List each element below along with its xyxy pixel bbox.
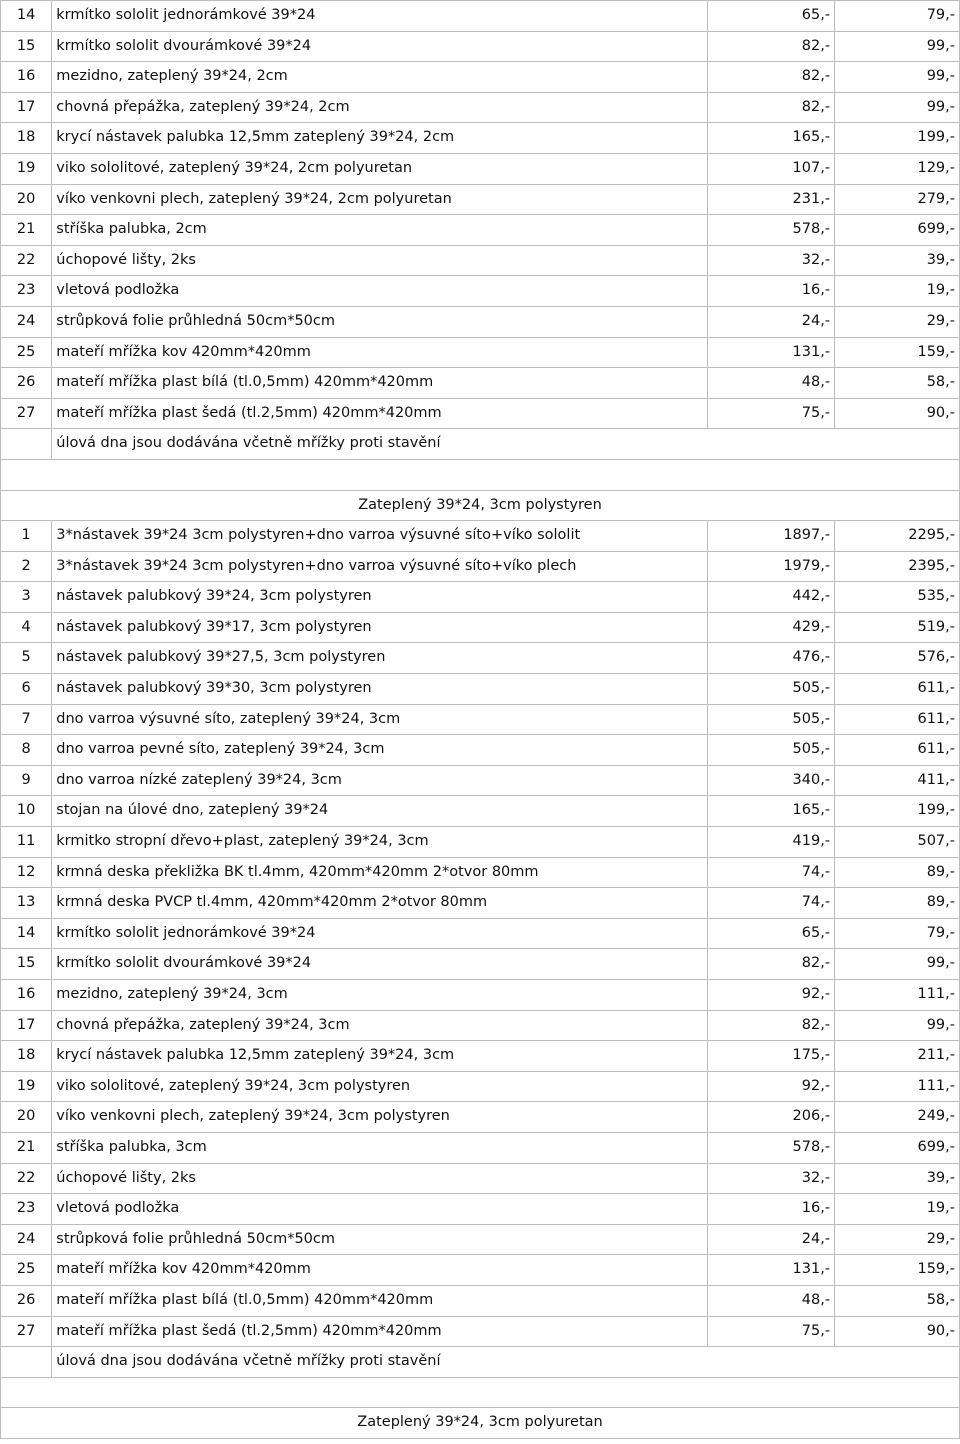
table-row (1, 857, 960, 888)
table-row (1, 1010, 960, 1041)
price-with-vat: 535,- (835, 582, 960, 613)
item-description: víko venkovni plech, zateplený 39*24, 2cm polyuretan (52, 184, 708, 215)
item-description: stříška palubka, 3cm (52, 1132, 708, 1163)
item-number: 15 (1, 31, 52, 62)
table-row (1, 1132, 960, 1163)
price-with-vat: 411,- (835, 765, 960, 796)
item-description: mezidno, zateplený 39*24, 2cm (52, 62, 708, 93)
note-row (1, 1347, 960, 1378)
item-description: krmná deska překližka BK tl.4mm, 420mm*420mm 2*otvor 80mm (52, 857, 708, 888)
item-description: mateří mřížka plast šedá (tl.2,5mm) 420mm*420mm (52, 1316, 708, 1347)
table-row (1, 1041, 960, 1072)
price-without-vat: 82,- (707, 92, 834, 123)
table-row (1, 1285, 960, 1316)
item-number: 10 (1, 796, 52, 827)
price-with-vat: 39,- (835, 1163, 960, 1194)
item-number: 22 (1, 1163, 52, 1194)
item-number: 24 (1, 306, 52, 337)
price-without-vat: 24,- (707, 1224, 834, 1255)
price-without-vat: 82,- (707, 949, 834, 980)
item-number: 25 (1, 337, 52, 368)
price-with-vat: 99,- (835, 949, 960, 980)
table-row (1, 551, 960, 582)
price-without-vat: 578,- (707, 215, 834, 246)
item-number: 23 (1, 276, 52, 307)
price-with-vat: 211,- (835, 1041, 960, 1072)
note-spacer (1, 429, 52, 460)
item-description: krmítko sololit jednorámkové 39*24 (52, 918, 708, 949)
price-list-body (1, 1, 960, 1439)
item-number: 11 (1, 827, 52, 858)
item-number: 6 (1, 674, 52, 705)
item-number: 26 (1, 368, 52, 399)
item-number: 24 (1, 1224, 52, 1255)
price-without-vat: 1897,- (707, 521, 834, 552)
price-with-vat: 2395,- (835, 551, 960, 582)
item-number: 1 (1, 521, 52, 552)
table-row (1, 31, 960, 62)
item-number: 15 (1, 949, 52, 980)
price-without-vat: 92,- (707, 980, 834, 1011)
item-number: 8 (1, 735, 52, 766)
price-with-vat: 576,- (835, 643, 960, 674)
item-number: 22 (1, 245, 52, 276)
item-number: 27 (1, 398, 52, 429)
price-with-vat: 29,- (835, 1224, 960, 1255)
item-number: 20 (1, 184, 52, 215)
price-without-vat: 74,- (707, 857, 834, 888)
section-note: úlová dna jsou dodávána včetně mřížky proti stavění (52, 429, 960, 460)
price-with-vat: 89,- (835, 888, 960, 919)
price-with-vat: 90,- (835, 398, 960, 429)
item-description: mezidno, zateplený 39*24, 3cm (52, 980, 708, 1011)
item-number: 14 (1, 1, 52, 32)
table-row (1, 796, 960, 827)
item-description: úchopové lišty, 2ks (52, 245, 708, 276)
price-with-vat: 699,- (835, 1132, 960, 1163)
item-description: dno varroa nízké zateplený 39*24, 3cm (52, 765, 708, 796)
item-description: strůpková folie průhledná 50cm*50cm (52, 1224, 708, 1255)
item-description: chovná přepážka, zateplený 39*24, 3cm (52, 1010, 708, 1041)
price-with-vat: 111,- (835, 980, 960, 1011)
item-description: krmítko sololit jednorámkové 39*24 (52, 1, 708, 32)
price-with-vat: 519,- (835, 612, 960, 643)
item-description: krmitko stropní dřevo+plast, zateplený 39*24, 3cm (52, 827, 708, 858)
price-with-vat: 90,- (835, 1316, 960, 1347)
price-with-vat: 2295,- (835, 521, 960, 552)
price-without-vat: 429,- (707, 612, 834, 643)
section-title-row (1, 1408, 960, 1439)
price-with-vat: 159,- (835, 337, 960, 368)
item-description: stříška palubka, 2cm (52, 215, 708, 246)
price-without-vat: 48,- (707, 1285, 834, 1316)
price-without-vat: 107,- (707, 153, 834, 184)
item-number: 3 (1, 582, 52, 613)
item-number: 18 (1, 1041, 52, 1072)
table-row (1, 1316, 960, 1347)
price-with-vat: 99,- (835, 62, 960, 93)
item-number: 16 (1, 62, 52, 93)
item-description: viko sololitové, zateplený 39*24, 3cm polystyren (52, 1071, 708, 1102)
price-with-vat: 19,- (835, 276, 960, 307)
item-number: 25 (1, 1255, 52, 1286)
item-number: 20 (1, 1102, 52, 1133)
price-without-vat: 92,- (707, 1071, 834, 1102)
item-description: mateří mřížka kov 420mm*420mm (52, 1255, 708, 1286)
item-number: 23 (1, 1194, 52, 1225)
price-without-vat: 131,- (707, 1255, 834, 1286)
price-without-vat: 16,- (707, 1194, 834, 1225)
item-number: 26 (1, 1285, 52, 1316)
empty-row (1, 1377, 960, 1408)
table-row (1, 888, 960, 919)
item-number: 21 (1, 215, 52, 246)
table-row (1, 582, 960, 613)
table-row (1, 918, 960, 949)
price-without-vat: 505,- (707, 704, 834, 735)
price-with-vat: 199,- (835, 796, 960, 827)
item-number: 21 (1, 1132, 52, 1163)
table-row (1, 368, 960, 399)
price-with-vat: 611,- (835, 704, 960, 735)
price-with-vat: 39,- (835, 245, 960, 276)
item-description: 3*nástavek 39*24 3cm polystyren+dno varroa výsuvné síto+víko plech (52, 551, 708, 582)
item-description: nástavek palubkový 39*27,5, 3cm polystyren (52, 643, 708, 674)
price-with-vat: 79,- (835, 918, 960, 949)
table-row (1, 827, 960, 858)
price-without-vat: 65,- (707, 918, 834, 949)
item-number: 27 (1, 1316, 52, 1347)
table-row (1, 123, 960, 154)
item-number: 19 (1, 1071, 52, 1102)
item-description: mateří mřížka plast šedá (tl.2,5mm) 420mm*420mm (52, 398, 708, 429)
item-number: 5 (1, 643, 52, 674)
table-row (1, 1102, 960, 1133)
price-without-vat: 75,- (707, 398, 834, 429)
table-row (1, 306, 960, 337)
item-description: dno varroa pevné síto, zateplený 39*24, 3cm (52, 735, 708, 766)
table-row (1, 1194, 960, 1225)
price-with-vat: 99,- (835, 31, 960, 62)
item-number: 14 (1, 918, 52, 949)
item-number: 2 (1, 551, 52, 582)
table-row (1, 765, 960, 796)
table-row (1, 184, 960, 215)
price-with-vat: 58,- (835, 1285, 960, 1316)
item-description: krycí nástavek palubka 12,5mm zateplený 39*24, 3cm (52, 1041, 708, 1072)
item-number: 19 (1, 153, 52, 184)
section-title: Zateplený 39*24, 3cm polyuretan (1, 1408, 960, 1439)
price-with-vat: 611,- (835, 735, 960, 766)
table-row (1, 612, 960, 643)
item-description: strůpková folie průhledná 50cm*50cm (52, 306, 708, 337)
price-without-vat: 32,- (707, 1163, 834, 1194)
table-row (1, 398, 960, 429)
price-without-vat: 82,- (707, 62, 834, 93)
item-description: viko sololitové, zateplený 39*24, 2cm polyuretan (52, 153, 708, 184)
table-row (1, 704, 960, 735)
table-row (1, 62, 960, 93)
price-without-vat: 419,- (707, 827, 834, 858)
item-description: krmítko sololit dvourámkové 39*24 (52, 31, 708, 62)
price-without-vat: 48,- (707, 368, 834, 399)
section-title-row (1, 490, 960, 521)
price-without-vat: 165,- (707, 796, 834, 827)
section-note: úlová dna jsou dodávána včetně mřížky proti stavění (52, 1347, 960, 1378)
table-row (1, 1163, 960, 1194)
table-row (1, 1224, 960, 1255)
price-with-vat: 58,- (835, 368, 960, 399)
section-title: Zateplený 39*24, 3cm polystyren (1, 490, 960, 521)
item-description: chovná přepážka, zateplený 39*24, 2cm (52, 92, 708, 123)
item-description: mateří mřížka plast bílá (tl.0,5mm) 420mm*420mm (52, 1285, 708, 1316)
item-number: 4 (1, 612, 52, 643)
price-without-vat: 442,- (707, 582, 834, 613)
item-description: krmítko sololit dvourámkové 39*24 (52, 949, 708, 980)
price-without-vat: 206,- (707, 1102, 834, 1133)
item-description: dno varroa výsuvné síto, zateplený 39*24, 3cm (52, 704, 708, 735)
item-description: nástavek palubkový 39*24, 3cm polystyren (52, 582, 708, 613)
price-with-vat: 29,- (835, 306, 960, 337)
table-row (1, 1255, 960, 1286)
price-with-vat: 199,- (835, 123, 960, 154)
table-row (1, 1071, 960, 1102)
item-number: 17 (1, 1010, 52, 1041)
price-without-vat: 505,- (707, 735, 834, 766)
price-without-vat: 165,- (707, 123, 834, 154)
price-with-vat: 159,- (835, 1255, 960, 1286)
table-row (1, 735, 960, 766)
price-with-vat: 279,- (835, 184, 960, 215)
price-without-vat: 75,- (707, 1316, 834, 1347)
table-row (1, 245, 960, 276)
empty-cell (1, 1377, 960, 1408)
table-row (1, 521, 960, 552)
price-with-vat: 699,- (835, 215, 960, 246)
item-number: 7 (1, 704, 52, 735)
price-with-vat: 249,- (835, 1102, 960, 1133)
price-with-vat: 111,- (835, 1071, 960, 1102)
price-without-vat: 32,- (707, 245, 834, 276)
price-without-vat: 131,- (707, 337, 834, 368)
table-row (1, 980, 960, 1011)
table-row (1, 153, 960, 184)
price-without-vat: 74,- (707, 888, 834, 919)
table-row (1, 337, 960, 368)
item-description: stojan na úlové dno, zateplený 39*24 (52, 796, 708, 827)
table-row (1, 1, 960, 32)
note-spacer (1, 1347, 52, 1378)
item-number: 9 (1, 765, 52, 796)
item-description: nástavek palubkový 39*30, 3cm polystyren (52, 674, 708, 705)
empty-cell (1, 459, 960, 490)
note-row (1, 429, 960, 460)
price-without-vat: 231,- (707, 184, 834, 215)
table-row (1, 674, 960, 705)
price-without-vat: 578,- (707, 1132, 834, 1163)
item-description: krycí nástavek palubka 12,5mm zateplený 39*24, 2cm (52, 123, 708, 154)
price-with-vat: 611,- (835, 674, 960, 705)
item-description: úchopové lišty, 2ks (52, 1163, 708, 1194)
price-with-vat: 99,- (835, 1010, 960, 1041)
item-number: 12 (1, 857, 52, 888)
table-row (1, 643, 960, 674)
price-without-vat: 82,- (707, 1010, 834, 1041)
table-row (1, 92, 960, 123)
item-number: 13 (1, 888, 52, 919)
item-description: vletová podložka (52, 1194, 708, 1225)
item-description: vletová podložka (52, 276, 708, 307)
price-with-vat: 89,- (835, 857, 960, 888)
table-row (1, 215, 960, 246)
item-description: mateří mřížka kov 420mm*420mm (52, 337, 708, 368)
table-row (1, 276, 960, 307)
item-description: mateří mřížka plast bílá (tl.0,5mm) 420mm*420mm (52, 368, 708, 399)
price-with-vat: 19,- (835, 1194, 960, 1225)
item-number: 17 (1, 92, 52, 123)
item-description: krmná deska PVCP tl.4mm, 420mm*420mm 2*otvor 80mm (52, 888, 708, 919)
price-without-vat: 476,- (707, 643, 834, 674)
item-description: víko venkovni plech, zateplený 39*24, 3cm polystyren (52, 1102, 708, 1133)
price-without-vat: 16,- (707, 276, 834, 307)
price-without-vat: 1979,- (707, 551, 834, 582)
price-with-vat: 507,- (835, 827, 960, 858)
price-without-vat: 82,- (707, 31, 834, 62)
item-number: 18 (1, 123, 52, 154)
price-with-vat: 79,- (835, 1, 960, 32)
item-description: nástavek palubkový 39*17, 3cm polystyren (52, 612, 708, 643)
table-row (1, 949, 960, 980)
price-without-vat: 505,- (707, 674, 834, 705)
empty-row (1, 459, 960, 490)
price-without-vat: 340,- (707, 765, 834, 796)
price-without-vat: 175,- (707, 1041, 834, 1072)
price-without-vat: 65,- (707, 1, 834, 32)
item-number: 16 (1, 980, 52, 1011)
price-without-vat: 24,- (707, 306, 834, 337)
price-with-vat: 99,- (835, 92, 960, 123)
item-description: 3*nástavek 39*24 3cm polystyren+dno varroa výsuvné síto+víko sololit (52, 521, 708, 552)
price-with-vat: 129,- (835, 153, 960, 184)
